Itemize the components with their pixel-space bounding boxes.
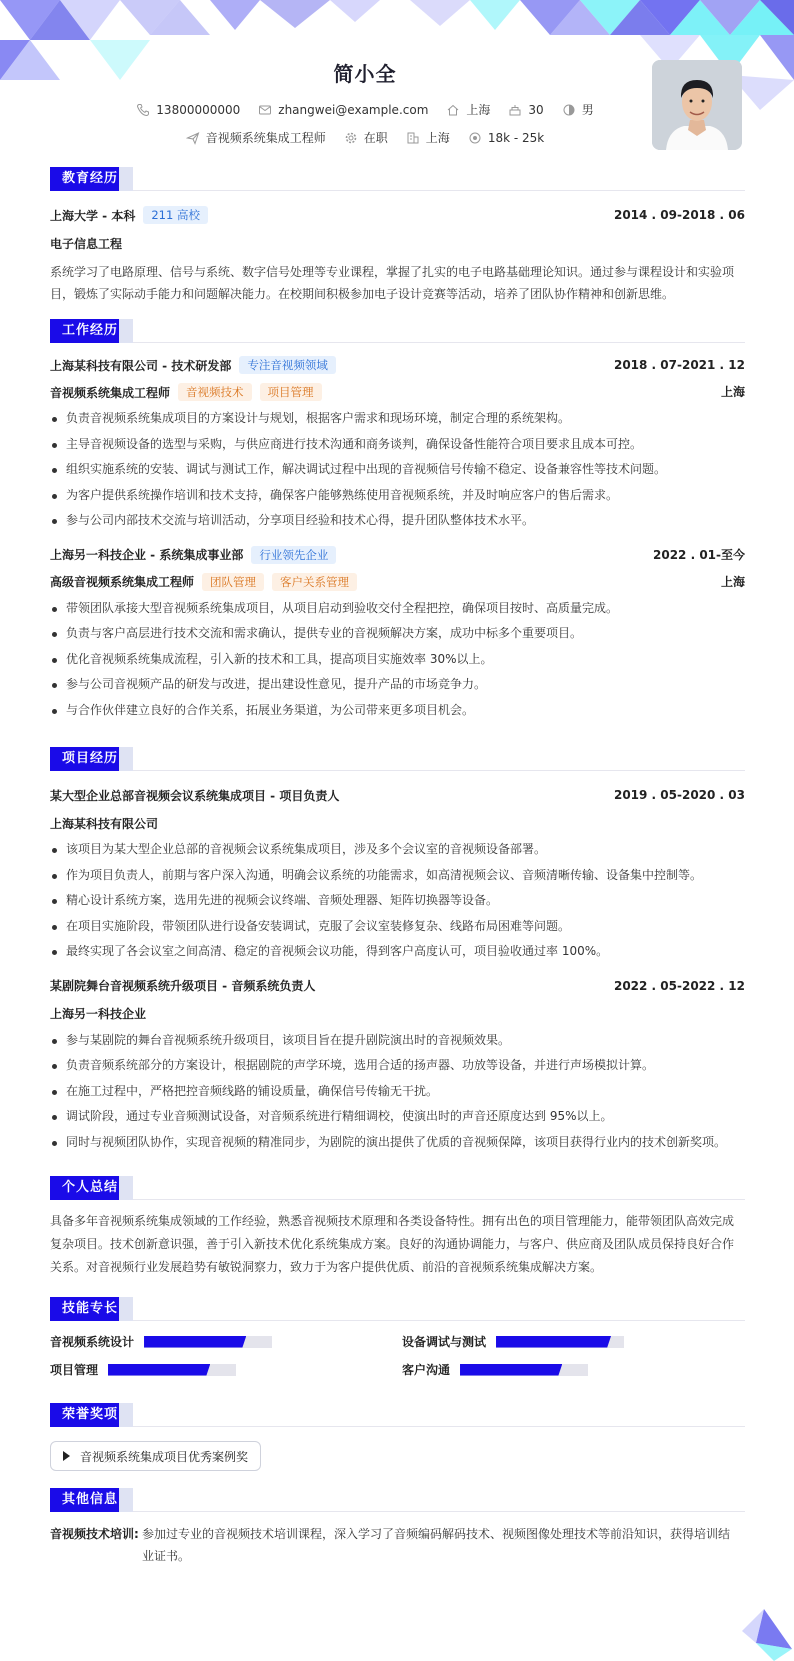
other-title: 其他信息 [50, 1488, 130, 1512]
list-item: 最终实现了各会议室之间高清、稳定的音视频会议功能，得到客户高度认可，项目验收通过率 100%。 [50, 939, 745, 965]
home-icon [446, 103, 460, 117]
list-item: 负责音频系统部分的方案设计，根据剧院的声学环境，选用合适的扬声器、功放等设备，并进行声场模拟计算。 [50, 1053, 745, 1079]
list-item: 同时与视频团队协作，实现音视频的精准同步，为剧院的演出提供了优质的音视频保障，该项目获得行业内的技术创新奖项。 [50, 1130, 745, 1156]
education-date: 2014 . 09-2018 . 06 [613, 208, 745, 222]
city-text: 上海 [466, 103, 491, 117]
footer-decoration [734, 1601, 794, 1661]
education-header-row [50, 205, 745, 225]
title-tail [119, 167, 133, 191]
building-icon [406, 131, 420, 145]
list-item: 带领团队承接大型音视频系统集成项目，从项目启动到验收交付全程把控，确保项目按时、高质量完成。 [50, 596, 745, 622]
skill-item [402, 1333, 624, 1350]
gender-icon [562, 103, 576, 117]
major-row [50, 233, 745, 253]
project-name: 某剧院舞台音视频系统升级项目 - 音频系统负责人 [50, 979, 316, 993]
age-icon [508, 103, 522, 117]
project-org: 上海另一科技企业 [50, 1007, 147, 1021]
skills-section [50, 1297, 745, 1377]
job-bullets [50, 596, 745, 724]
other-text-line: 参加过专业的音视频技术培训课程，深入学习了音频编码解码技术、视频图像处理技术等前沿知识，获得培训结 [142, 1527, 731, 1541]
skill-bar-fill [460, 1364, 562, 1376]
education-section [50, 167, 745, 305]
section-title [50, 1488, 745, 1512]
skill-bar-fill [144, 1336, 246, 1348]
company-tag: 专注音视频领域 [239, 356, 336, 374]
title-tail [119, 319, 133, 343]
list-item: 调试阶段，通过专业音频测试设备，对音频系统进行精细调校，使演出时的声音还原度达到 95%以上。 [50, 1104, 745, 1130]
avatar-photo [652, 60, 742, 150]
skill-bar [108, 1364, 236, 1376]
job-city: 上海 [720, 385, 745, 399]
school-name: 上海大学 - 本科 [50, 208, 136, 223]
project-header-row [50, 976, 745, 996]
project-date: 2019 . 05-2020 . 03 [613, 788, 745, 802]
project-bullets [50, 837, 745, 965]
position-text: 音视频系统集成工程师 [205, 131, 326, 145]
project-name: 某大型企业总部音视频会议系统集成项目 - 项目负责人 [50, 788, 340, 803]
job-city: 上海 [720, 574, 745, 589]
project-org-row [50, 813, 745, 833]
phone-text: 13800000000 [156, 102, 241, 117]
list-item: 为客户提供系统操作培训和技术支持，确保客户能够熟练使用音视频系统，并及时响应客户的售后需求。 [50, 483, 745, 509]
job-entry [50, 355, 745, 534]
list-item: 该项目为某大型企业总部的音视频会议系统集成项目，涉及多个会议室的音视频设备部署。 [50, 837, 745, 863]
list-item: 组织实施系统的安装、调试与测试工作，解决调试过程中出现的音视频信号传输不稳定、设备兼容性等技术问题。 [50, 457, 745, 483]
list-item: 参与某剧院的舞台音视频系统升级项目，该项目旨在提升剧院演出时的音视频效果。 [50, 1028, 745, 1054]
title-tail [119, 747, 133, 771]
company-name: 上海某科技有限公司 - 技术研发部 [50, 358, 232, 373]
list-item: 主导音视频设备的选型与采购，与供应商进行技术沟通和商务谈判，确保设备性能符合项目要求且成本可控。 [50, 432, 745, 458]
job-date: 2022 . 01-至今 [653, 547, 745, 562]
skill-name: 设备调试与测试 [402, 1335, 487, 1349]
summary-text: 具备多年音视频系统集成领域的工作经验，熟悉音视频技术原理和各类设备特性。拥有出色的项目管理能力，能带领团队高效完成复杂项目。技术创新意识强，善于引入新技术优化系统集成方案。良好的沟通协调能力，与客户、供应商及团队成员保持良好合作关系。对音视频行业发展趋势有敏锐洞察力，致力于为客户提供优质、前沿的音视频系统集成解决方案。 [50, 1214, 735, 1274]
list-item: 在项目实施阶段，带领团队进行设备安装调试，克服了会议室装修复杂、线路布局困难等问题。 [50, 914, 745, 940]
skills-title: 技能专长 [50, 1297, 130, 1321]
role-tag: 项目管理 [260, 383, 322, 401]
section-title [50, 747, 745, 771]
skill-bar-fill [108, 1364, 210, 1376]
skill-item [402, 1361, 588, 1378]
other-text-line: 业证书。 [142, 1549, 191, 1563]
gender-item [562, 101, 594, 118]
gender-text: 男 [581, 103, 594, 117]
skill-name: 音视频系统设计 [50, 1335, 135, 1349]
school-tag: 211 高校 [143, 206, 208, 224]
other-label: 音视频技术培训: [50, 1527, 139, 1541]
education-description: 系统学习了电路原理、信号与系统、数字信号处理等专业课程，掌握了扎实的电子电路基础理论知识。通过参与课程设计和实验项目，锻炼了实际动手能力和问题解决能力。在校期间积极参加电子设计竞赛等活动，培养了团队协作精神和创新思维。 [50, 265, 735, 301]
work-city-item [406, 129, 450, 146]
salary-item [468, 131, 544, 145]
skill-name: 客户沟通 [402, 1363, 451, 1377]
skill-bar [496, 1336, 624, 1348]
title-tail [119, 1403, 133, 1427]
list-item: 精心设计系统方案，选用先进的视频会议终端、音频处理器、矩阵切换器等设备。 [50, 888, 745, 914]
summary-section [50, 1176, 745, 1279]
status-text: 在职 [363, 131, 388, 145]
project-bullets [50, 1028, 745, 1156]
honors-section [50, 1403, 745, 1427]
project-header-row [50, 785, 745, 805]
list-item: 参与公司音视频产品的研发与改进，提出建设性意见，提升产品的市场竞争力。 [50, 672, 745, 698]
summary-title: 个人总结 [50, 1176, 130, 1200]
job-info-row [0, 129, 730, 146]
caret-right-icon [63, 1451, 70, 1461]
email-item [258, 103, 428, 117]
email-text: zhangwei@example.com [278, 102, 429, 117]
job-role-row [50, 382, 745, 402]
salary-text: 18k - 25k [487, 130, 545, 145]
phone-item [136, 103, 240, 117]
candidate-name: 简小全 [333, 62, 397, 86]
projects-title: 项目经历 [50, 747, 130, 771]
job-role-row [50, 572, 745, 592]
project-date: 2022 . 05-2022 . 12 [613, 978, 745, 993]
section-title [50, 1176, 745, 1200]
list-item: 优化音视频系统集成流程，引入新的技术和工具，提高项目实施效率 30%以上。 [50, 647, 745, 673]
job-entry [50, 545, 745, 724]
project-entry [50, 976, 745, 1156]
honors-title: 荣誉奖项 [50, 1403, 130, 1427]
project-org: 上海某科技有限公司 [50, 816, 159, 831]
major: 电子信息工程 [50, 236, 123, 251]
job-company-row [50, 545, 745, 565]
other-info [50, 1523, 745, 1567]
job-company-row [50, 355, 745, 375]
role-tag: 客户关系管理 [272, 573, 357, 591]
status-item [344, 129, 388, 146]
honor-item[interactable] [50, 1441, 261, 1471]
salary-icon [468, 131, 482, 145]
list-item: 负责音视频系统集成项目的方案设计与规划，根据客户需求和现场环境，制定合理的系统架构。 [50, 406, 745, 432]
phone-icon [136, 103, 150, 117]
company-tag: 行业领先企业 [251, 546, 336, 564]
role-tag: 团队管理 [202, 573, 264, 591]
work-section [50, 319, 745, 723]
section-title [50, 319, 745, 343]
skill-item [50, 1333, 272, 1350]
title-tail [119, 1176, 133, 1200]
contact-info-row [0, 101, 730, 118]
list-item: 在施工过程中，严格把控音频线路的铺设质量，确保信号传输无干扰。 [50, 1079, 745, 1105]
education-title: 教育经历 [50, 167, 130, 191]
projects-section [50, 747, 745, 1155]
section-title [50, 1403, 745, 1427]
skill-bar [460, 1364, 588, 1376]
city-item [446, 101, 490, 118]
list-item: 负责与客户高层进行技术交流和需求确认，提供专业的音视频解决方案，成功中标多个重要项目。 [50, 621, 745, 647]
list-item: 参与公司内部技术交流与培训活动，分享项目经验和技术心得，提升团队整体技术水平。 [50, 508, 745, 534]
position-item [186, 129, 326, 146]
job-role: 音视频系统集成工程师 [50, 385, 171, 400]
gear-icon [344, 131, 358, 145]
skill-item [50, 1361, 236, 1378]
skill-bar-fill [496, 1336, 611, 1348]
job-role: 高级音视频系统集成工程师 [50, 575, 195, 589]
company-name: 上海另一科技企业 - 系统集成事业部 [50, 548, 244, 562]
skill-bar [144, 1336, 272, 1348]
other-text [50, 1523, 745, 1567]
job-bullets [50, 406, 745, 534]
title-tail [119, 1488, 133, 1512]
list-item: 与合作伙伴建立良好的合作关系，拓展业务渠道，为公司带来更多项目机会。 [50, 698, 745, 724]
work-city-text: 上海 [425, 131, 450, 145]
section-title [50, 167, 745, 191]
other-section [50, 1488, 745, 1567]
job-date: 2018 . 07-2021 . 12 [613, 358, 745, 372]
project-entry [50, 785, 745, 965]
age-text: 30 [528, 102, 544, 117]
section-title [50, 1297, 745, 1321]
project-org-row [50, 1004, 745, 1024]
role-tag: 音视频技术 [178, 383, 252, 401]
work-title: 工作经历 [50, 319, 130, 343]
age-item [508, 103, 543, 117]
title-tail [119, 1297, 133, 1321]
skill-name: 项目管理 [50, 1363, 99, 1377]
mail-icon [258, 103, 272, 117]
send-icon [186, 131, 200, 145]
list-item: 作为项目负责人，前期与客户深入沟通，明确会议系统的功能需求，如高清视频会议、音频清晰传输、设备集中控制等。 [50, 863, 745, 889]
honor-text: 音视频系统集成项目优秀案例奖 [80, 1449, 249, 1464]
